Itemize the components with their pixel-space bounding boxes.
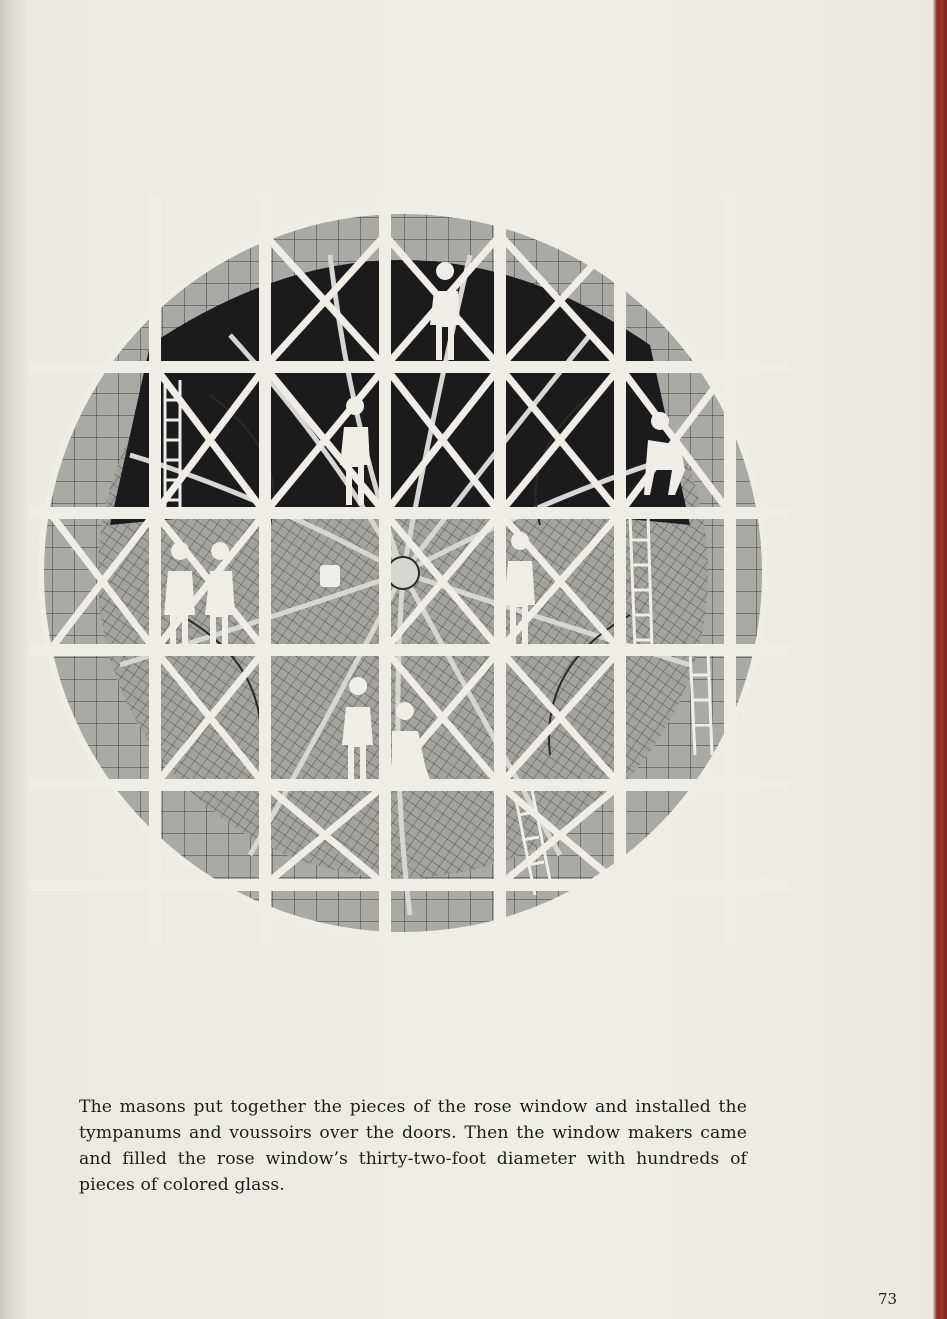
illustration-caption: The masons put together the pieces of the rose window and installed the tympanums and voussoirs over the doors. Then the window makers came and filled the rose window’s thirty-two-foot diameter with hundreds of pieces of colored glass. xyxy=(79,1097,747,1196)
book-cover-edge xyxy=(933,0,947,1319)
page-number: 73 xyxy=(878,1290,898,1308)
rose-window-illustration xyxy=(30,195,790,945)
